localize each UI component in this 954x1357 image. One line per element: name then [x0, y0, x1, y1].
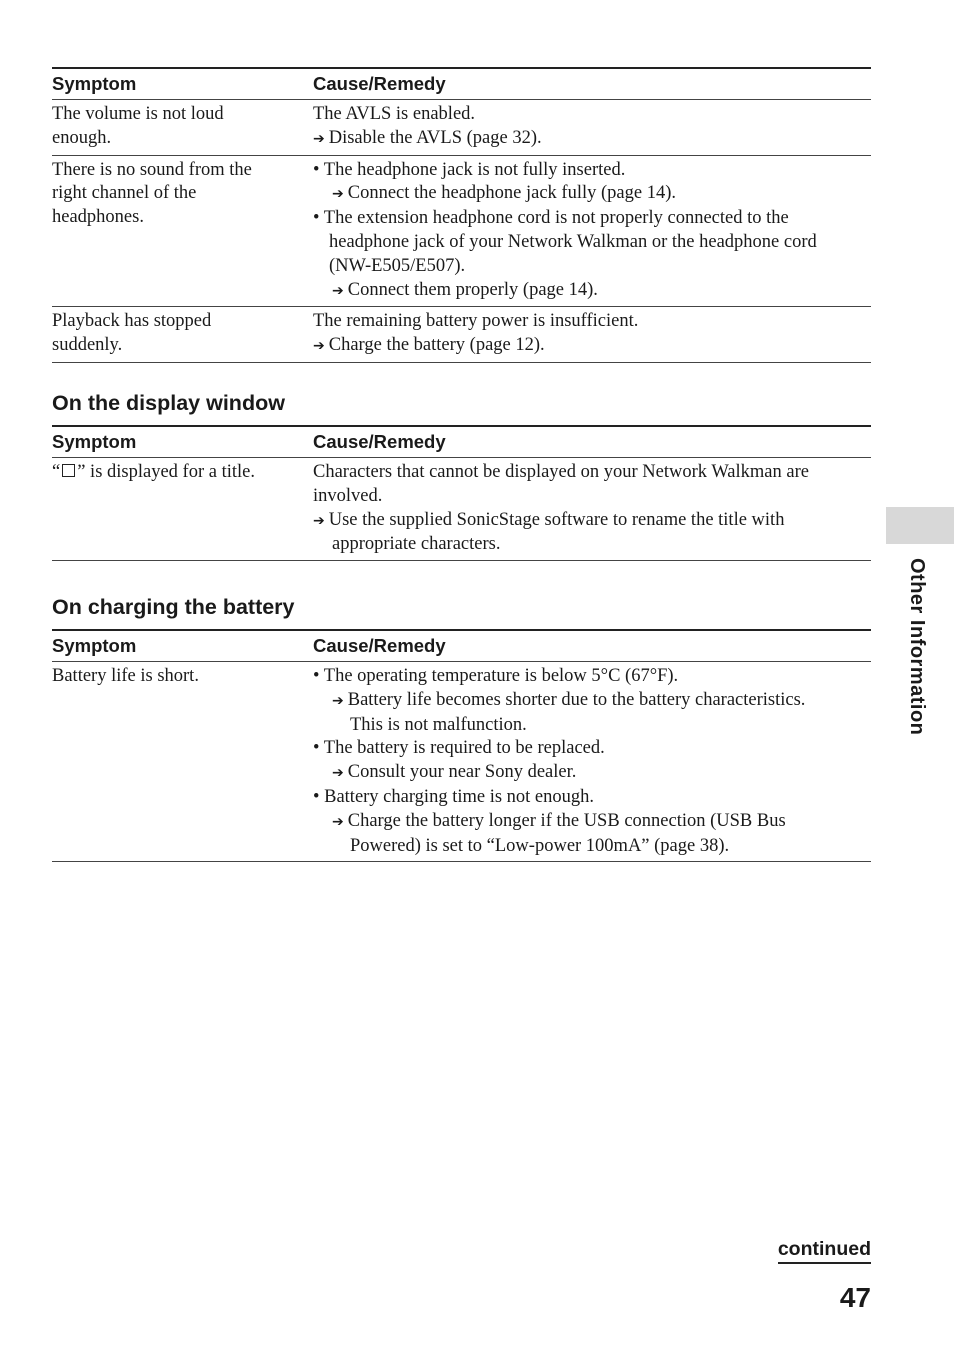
cause-text: The AVLS is enabled. — [313, 104, 476, 124]
continuation-line — [313, 714, 871, 738]
bullet-icon: • — [313, 786, 325, 807]
cause-header: Cause/Remedy — [313, 73, 446, 94]
bullet-item — [313, 786, 871, 810]
cause-text: Charge the battery longer if the USB connection (USB Bus — [347, 810, 786, 831]
cause-text: The battery is required to be replaced. — [323, 738, 605, 759]
cause-header: Cause/Remedy — [313, 431, 446, 452]
cause-text: The operating temperature is below 5°C (67°F). — [323, 666, 679, 686]
cause-text: Battery life becomes shorter due to the battery characteristics. — [347, 689, 806, 710]
right-arrow-icon: ➔ — [332, 765, 344, 782]
remedy-item — [313, 761, 871, 786]
bullet-icon: • — [313, 159, 324, 180]
cause-text: involved. — [313, 485, 383, 506]
symptom-cell — [52, 103, 313, 152]
cause-cell — [313, 159, 871, 304]
page-number: 47 — [839, 1282, 871, 1313]
table-row — [52, 307, 871, 363]
table-header — [52, 69, 871, 100]
cause-text: Connect the headphone jack fully (page 14). — [347, 183, 676, 204]
cause-text: This is not malfunction. — [350, 714, 527, 735]
cause-line — [313, 461, 871, 485]
cause-text: (NW-E505/E507). — [329, 255, 466, 276]
symptom-line: Battery life is short. — [52, 666, 199, 686]
cause-line — [313, 485, 871, 509]
symptom-line: suddenly. — [52, 335, 123, 356]
bullet-item — [313, 737, 871, 761]
cause-cell — [313, 665, 871, 858]
symptom-cell — [52, 310, 313, 359]
table-row — [52, 156, 871, 308]
cause-cell — [313, 103, 871, 152]
symptom-header: Symptom — [52, 431, 137, 452]
remedy-item — [313, 509, 871, 534]
section-title-display-window: On the display window — [52, 391, 285, 415]
cause-text: headphone jack of your Network Walkman or the headphone cord — [329, 231, 817, 252]
cause-text: Use the supplied SonicStage software to rename the title with — [328, 509, 785, 530]
bullet-item — [313, 207, 871, 231]
symptom-line: There is no sound from the — [52, 159, 252, 180]
cause-text: Consult your near Sony dealer. — [347, 762, 577, 783]
symptom-cell — [52, 461, 313, 557]
symptom-header: Symptom — [52, 73, 137, 94]
bullet-item — [313, 665, 871, 689]
right-arrow-icon: ➔ — [313, 512, 325, 529]
bullet-item — [313, 159, 871, 183]
right-arrow-icon: ➔ — [332, 692, 344, 709]
cause-text: Powered) is set to “Low-power 100mA” (page 38). — [350, 835, 730, 856]
symptom-line: The volume is not loud — [52, 104, 224, 124]
right-arrow-icon: ➔ — [313, 338, 325, 355]
symptom-line: headphones. — [52, 207, 144, 228]
section-title-charging: On charging the battery — [52, 595, 295, 619]
troubleshooting-table-1 — [52, 67, 871, 363]
continued-label: continued — [778, 1238, 871, 1264]
cause-text: Battery charging time is not enough. — [324, 786, 595, 807]
continuation-line — [313, 231, 871, 255]
chapter-label: Other Information — [906, 558, 928, 736]
symptom-suffix: ” is displayed for a title. — [77, 462, 255, 482]
symptom-line: Playback has stopped — [52, 311, 212, 332]
table-row — [52, 100, 871, 156]
remedy-item — [313, 182, 871, 207]
cause-header: Cause/Remedy — [313, 635, 446, 656]
bullet-icon: • — [313, 738, 324, 759]
symptom-cell — [52, 159, 313, 304]
cause-line — [313, 310, 871, 334]
symptom-header: Symptom — [52, 635, 137, 656]
cause-text: Charge the battery (page 12). — [328, 335, 545, 356]
table-header — [52, 427, 871, 458]
right-arrow-icon: ➔ — [313, 130, 325, 147]
remedy-item — [313, 127, 871, 152]
remedy-item — [313, 334, 871, 359]
cause-text: The extension headphone cord is not properly connected to the — [323, 208, 789, 229]
troubleshooting-table-3 — [52, 629, 871, 862]
empty-box-glyph — [62, 464, 75, 477]
troubleshooting-table-2 — [52, 425, 871, 561]
continuation-line — [313, 533, 871, 557]
continuation-line — [313, 835, 871, 859]
right-arrow-icon: ➔ — [332, 186, 344, 203]
cause-text: appropriate characters. — [332, 534, 501, 555]
cause-text: The headphone jack is not fully inserted. — [323, 159, 626, 180]
remedy-item — [313, 689, 871, 714]
continuation-line — [313, 255, 871, 279]
cause-text: Disable the AVLS (page 32). — [328, 127, 542, 148]
right-arrow-icon: ➔ — [332, 282, 344, 299]
cause-cell — [313, 461, 871, 557]
cause-text: The remaining battery power is insufficient. — [313, 311, 639, 332]
cause-text: Connect them properly (page 14). — [347, 279, 598, 300]
cause-line — [313, 103, 871, 127]
table-row — [52, 458, 871, 561]
symptom-prefix: “ — [52, 462, 61, 482]
chapter-tab — [886, 507, 954, 544]
symptom-cell — [52, 665, 313, 858]
bullet-icon: • — [313, 208, 324, 229]
symptom-line: right channel of the — [52, 183, 197, 204]
cause-text: Characters that cannot be displayed on your Network Walkman are — [313, 462, 809, 482]
remedy-item — [313, 279, 871, 304]
remedy-item — [313, 810, 871, 835]
table-row — [52, 662, 871, 862]
bullet-icon: • — [313, 666, 324, 686]
table-header — [52, 631, 871, 662]
symptom-line: enough. — [52, 127, 112, 148]
cause-cell — [313, 310, 871, 359]
right-arrow-icon: ➔ — [332, 813, 344, 830]
